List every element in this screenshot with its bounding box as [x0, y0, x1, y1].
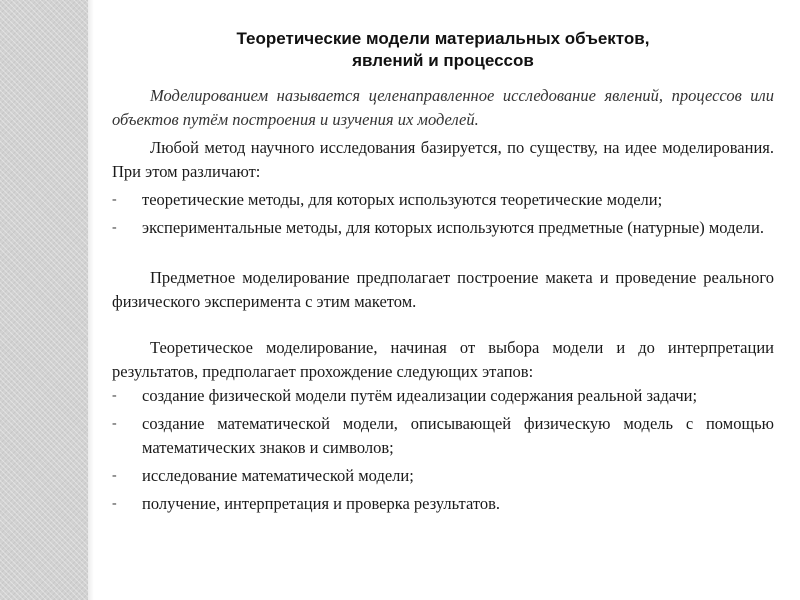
list-item	[112, 188, 774, 212]
subject-modeling-paragraph: Предметное моделирование предполагает построение макета и проведение реального физического эксперимента с этим макетом.	[112, 268, 774, 311]
list-item	[112, 492, 774, 516]
bullet-dash: -	[112, 192, 117, 207]
list-item	[112, 384, 774, 408]
theoretical-modeling-paragraph: Теоретическое моделирование, начиная от выбора модели и до интерпретации результатов, предполагает прохождение следующих этапов:	[112, 338, 774, 381]
slide-title-line-1: Теоретические модели материальных объектов,	[236, 29, 650, 48]
list-item-text: получение, интерпретация и проверка результатов.	[142, 494, 500, 513]
list-item-text: создание физической модели путём идеализации содержания реальной задачи;	[142, 386, 698, 405]
list-item	[112, 412, 774, 460]
list-item-text: экспериментальные методы, для которых используются предметные (натурные) модели.	[142, 218, 764, 237]
list-item	[112, 464, 774, 488]
bullet-dash: -	[112, 496, 117, 511]
decorative-side-stripe	[0, 0, 88, 600]
intro-paragraph: Любой метод научного исследования базируется, по существу, на идее моделирования. При этом различают:	[112, 138, 774, 181]
method-types-list	[112, 188, 774, 240]
slide-body	[112, 84, 774, 520]
stages-list	[112, 384, 774, 516]
slide-title	[112, 28, 774, 72]
side-stripe-shadow	[88, 0, 94, 600]
slide-title-line-2: явлений и процессов	[352, 51, 534, 70]
bullet-dash: -	[112, 220, 117, 235]
bullet-dash: -	[112, 416, 117, 431]
list-item-text: создание математической модели, описывающей физическую модель с помощью математических знаков и символов;	[142, 414, 774, 457]
bullet-dash: -	[112, 468, 117, 483]
definition-paragraph: Моделированием называется целенаправленное исследование явлений, процессов или объектов путём построения и изучения их моделей.	[112, 86, 774, 129]
bullet-dash: -	[112, 388, 117, 403]
list-item	[112, 216, 774, 240]
list-item-text: исследование математической модели;	[142, 466, 414, 485]
list-item-text: теоретические методы, для которых используются теоретические модели;	[142, 190, 663, 209]
